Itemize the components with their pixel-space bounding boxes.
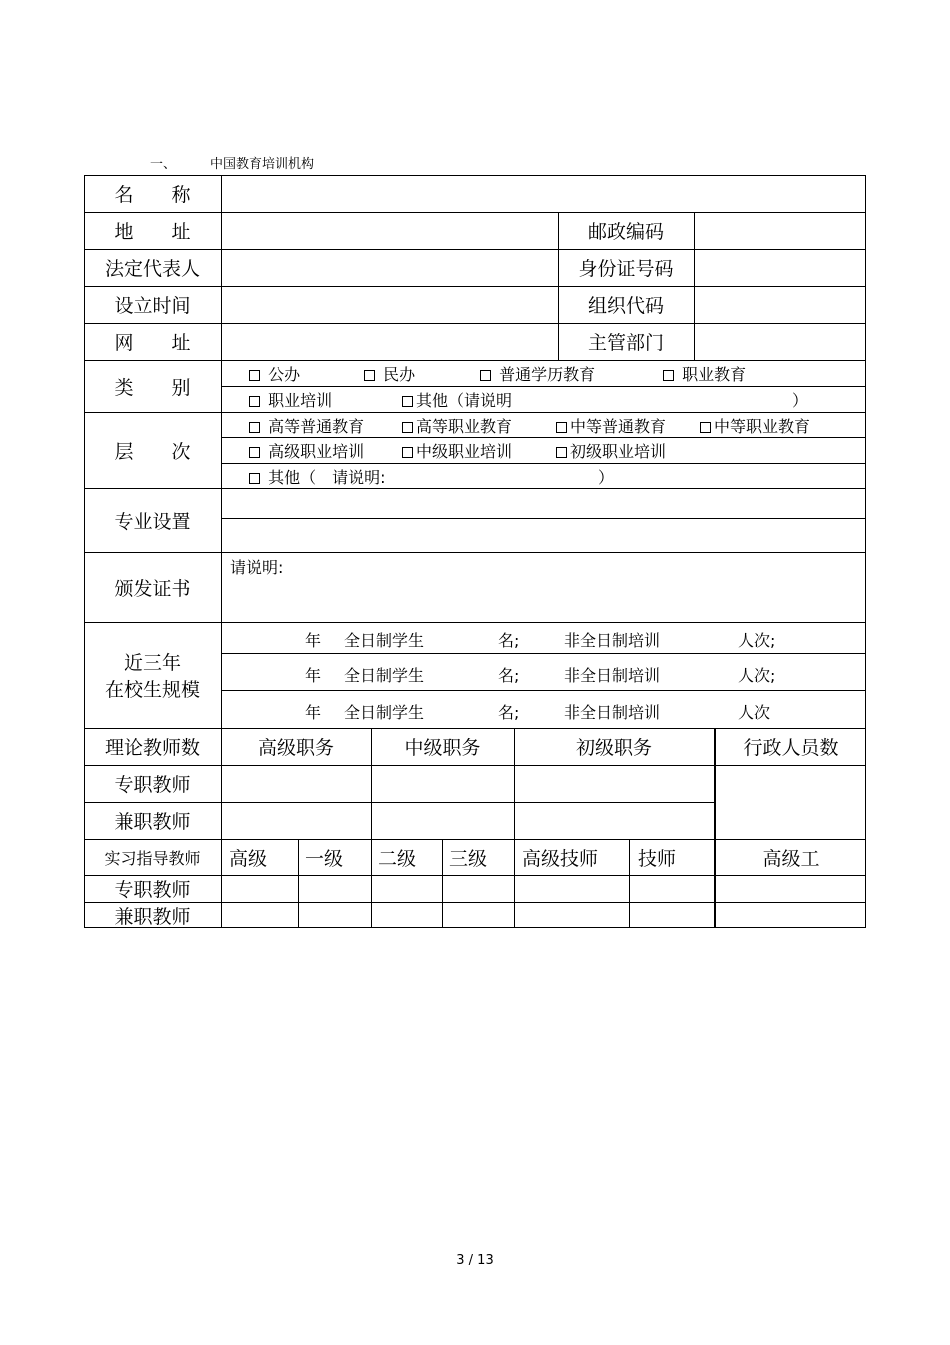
- parttime-teacher-label: 兼职教师: [114, 811, 191, 833]
- checkbox-icon[interactable]: [402, 396, 413, 407]
- scale-fulltime: 全日制学生: [344, 703, 425, 722]
- p-third-header: 三级: [449, 847, 488, 870]
- checkbox-icon[interactable]: [556, 447, 567, 458]
- scale-count: 人次;: [738, 631, 776, 650]
- p-senior-technician-header: 高级技师: [522, 847, 599, 870]
- checkbox-icon[interactable]: [249, 370, 260, 381]
- table-rule: [558, 323, 559, 360]
- scale-count: 人次: [738, 703, 771, 722]
- scale-unit: 名;: [498, 703, 520, 722]
- senior-title-header: 高级职务: [257, 737, 334, 759]
- table-rule: [442, 839, 443, 927]
- p-senior-worker-header: 高级工: [762, 847, 820, 870]
- checkbox-icon[interactable]: [556, 422, 567, 433]
- level-other-option[interactable]: 其他（ 请说明:: [249, 465, 386, 488]
- org-code-label: 组织代码: [587, 295, 664, 317]
- table-rule: [221, 653, 866, 654]
- middle-title-header: 中级职务: [404, 737, 481, 759]
- junior-title-header: 初级职务: [575, 737, 652, 759]
- table-rule: [221, 690, 866, 691]
- category-public-option[interactable]: 公办: [249, 362, 300, 385]
- section-heading: [150, 153, 314, 172]
- scale-parttime: 非全日制培训: [564, 666, 661, 685]
- scale-label-line1: 近三年: [123, 652, 181, 674]
- org-code-field[interactable]: [694, 286, 866, 323]
- scale-fulltime: 全日制学生: [344, 666, 425, 685]
- category-other-close: ）: [792, 391, 809, 410]
- legal-rep-label: 法定代表人: [104, 258, 200, 280]
- authority-label: 主管部门: [587, 332, 664, 354]
- founded-label: 设立时间: [114, 295, 191, 317]
- postcode-field[interactable]: [694, 212, 866, 249]
- website-field[interactable]: [221, 323, 558, 360]
- table-rule: [694, 323, 695, 360]
- level-secondary-general-option[interactable]: 中等普通教育: [556, 414, 666, 437]
- checkbox-icon[interactable]: [249, 447, 260, 458]
- scale-fulltime: 全日制学生: [344, 631, 425, 650]
- category-label: 类 别: [114, 376, 191, 399]
- checkbox-icon[interactable]: [249, 396, 260, 407]
- majors-label: 专业设置: [114, 510, 191, 533]
- level-higher-vocational-option[interactable]: 高等职业教育: [402, 414, 512, 437]
- level-secondary-vocational-option[interactable]: 中等职业教育: [700, 414, 810, 437]
- scale-unit: 名;: [498, 666, 520, 685]
- p-technician-header: 技师: [638, 847, 677, 870]
- id-number-label: 身份证号码: [578, 258, 674, 280]
- scale-year: 年: [305, 631, 322, 650]
- name-label: 名 称: [114, 184, 191, 206]
- category-other-option[interactable]: 其他（请说明: [402, 388, 512, 411]
- table-rule: [298, 839, 299, 927]
- scale-parttime: 非全日制培训: [564, 631, 661, 650]
- founded-field[interactable]: [221, 286, 558, 323]
- scale-year: 年: [305, 666, 322, 685]
- scale-unit: 名;: [498, 631, 520, 650]
- level-junior-training-option[interactable]: 初级职业培训: [556, 439, 666, 462]
- admin-staff-header: 行政人员数: [743, 737, 839, 759]
- level-label: 层 次: [114, 440, 191, 463]
- id-number-field[interactable]: [694, 249, 866, 286]
- category-general-edu-option[interactable]: 普通学历教育: [480, 362, 595, 385]
- table-rule: [221, 386, 866, 387]
- level-higher-general-option[interactable]: 高等普通教育: [249, 414, 364, 437]
- category-vocational-edu-option[interactable]: 职业教育: [663, 362, 746, 385]
- level-other-close: ）: [598, 468, 615, 487]
- table-rule: [221, 437, 866, 438]
- p-second-header: 二级: [378, 847, 417, 870]
- scale-count: 人次;: [738, 666, 776, 685]
- majors-field-2[interactable]: [221, 518, 866, 552]
- scale-label-line2: 在校生规模: [104, 679, 200, 701]
- scale-year: 年: [305, 703, 322, 722]
- practice-teacher-label: 实习指导教师: [104, 848, 201, 868]
- institution-form-table: [84, 175, 866, 928]
- theory-teachers-label: 理论教师数: [104, 737, 200, 759]
- section-title: 中国教育培训机构: [210, 157, 315, 172]
- address-label: 地 址: [114, 221, 191, 243]
- p-first-header: 一级: [305, 847, 344, 870]
- postcode-label: 邮政编码: [587, 221, 664, 243]
- table-rule: [629, 839, 630, 927]
- authority-field[interactable]: [694, 323, 866, 360]
- level-middle-training-option[interactable]: 中级职业培训: [402, 439, 512, 462]
- category-vocational-training-option[interactable]: 职业培训: [249, 388, 332, 411]
- table-rule: [221, 463, 866, 464]
- scale-parttime: 非全日制培训: [564, 703, 661, 722]
- practice-parttime-label: 兼职教师: [114, 906, 191, 928]
- table-rule: [371, 839, 372, 927]
- checkbox-icon[interactable]: [249, 422, 260, 433]
- category-private-option[interactable]: 民办: [364, 362, 415, 385]
- checkbox-icon[interactable]: [480, 370, 491, 381]
- scale-label: [84, 622, 221, 728]
- p-senior-header: 高级: [229, 847, 268, 870]
- checkbox-icon[interactable]: [402, 422, 413, 433]
- checkbox-icon[interactable]: [364, 370, 375, 381]
- page-number: 3 / 13: [456, 1253, 494, 1268]
- fulltime-teacher-label: 专职教师: [114, 774, 191, 796]
- checkbox-icon[interactable]: [700, 422, 711, 433]
- level-senior-training-option[interactable]: 高级职业培训: [249, 439, 364, 462]
- checkbox-icon[interactable]: [402, 447, 413, 458]
- website-label: 网 址: [114, 332, 191, 354]
- legal-rep-field[interactable]: [221, 249, 558, 286]
- certificate-label: 颁发证书: [114, 577, 191, 600]
- practice-fulltime-label: 专职教师: [114, 879, 191, 901]
- section-number: 一、: [150, 157, 177, 172]
- address-field[interactable]: [221, 212, 558, 249]
- majors-field-1[interactable]: [221, 488, 866, 518]
- checkbox-icon[interactable]: [249, 473, 260, 484]
- name-field[interactable]: [221, 175, 866, 212]
- checkbox-icon[interactable]: [663, 370, 674, 381]
- certificate-hint: 请说明:: [230, 558, 284, 577]
